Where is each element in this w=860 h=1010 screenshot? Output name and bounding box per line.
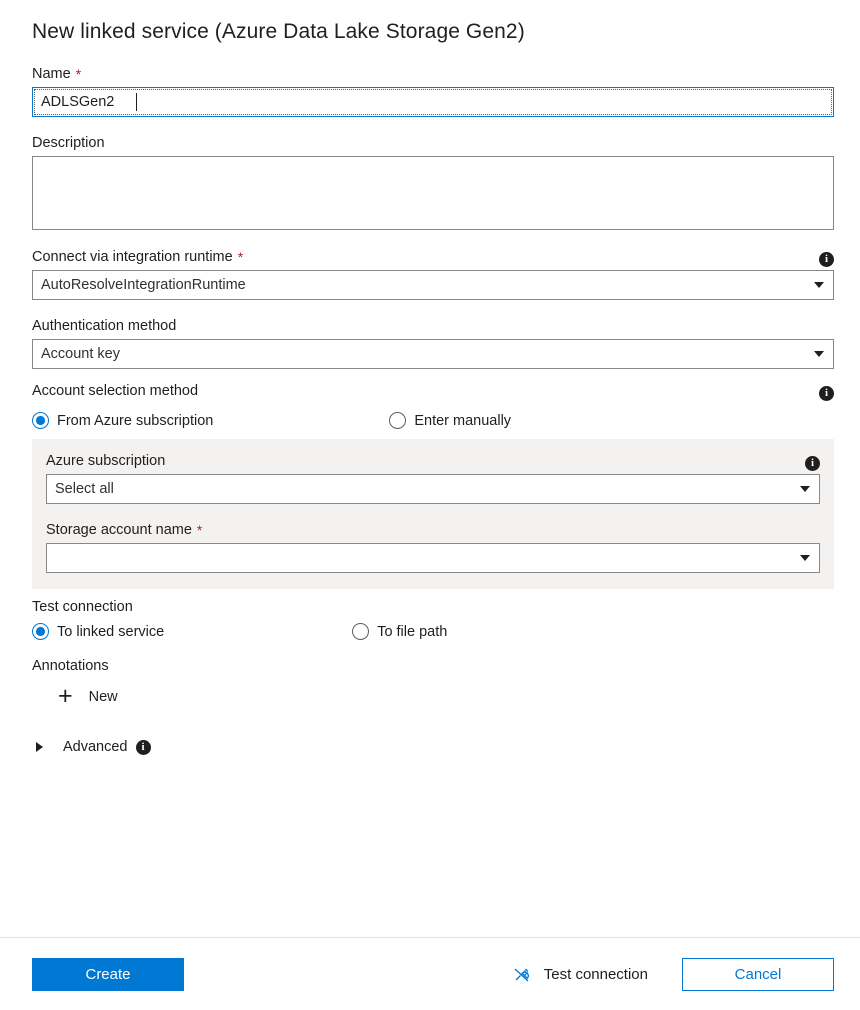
radio-option-from-azure-subscription[interactable] — [32, 412, 213, 429]
azure-subscription-label — [46, 453, 165, 469]
name-label-text: Name — [32, 66, 71, 82]
plug-icon — [512, 964, 532, 984]
add-annotation-button[interactable] — [58, 684, 834, 709]
chevron-down-icon — [814, 351, 824, 357]
name-input-wrapper — [32, 87, 834, 117]
test-connection-label-text: Test connection — [32, 599, 133, 615]
azure-subscription-label-row — [46, 453, 820, 474]
integration-runtime-required-asterisk: * — [237, 249, 244, 265]
account-selection-method-label — [32, 383, 198, 399]
radio-indicator[interactable] — [32, 412, 49, 429]
advanced-label: Advanced — [63, 739, 128, 755]
description-label — [32, 135, 834, 151]
triangle-right-icon — [36, 742, 43, 752]
advanced-section-toggle[interactable] — [32, 739, 834, 755]
test-connection-label: Test connection — [543, 965, 648, 983]
name-input[interactable] — [32, 87, 834, 117]
azure-subscription-label-text: Azure subscription — [46, 453, 166, 469]
create-button[interactable]: Create — [32, 958, 184, 991]
radio-label: Enter manually — [414, 412, 512, 429]
radio-indicator[interactable] — [32, 623, 49, 640]
info-icon[interactable]: i — [136, 740, 151, 755]
radio-label: To file path — [377, 623, 448, 640]
name-required-asterisk: * — [75, 66, 82, 82]
account-selection-method-label-text: Account selection method — [32, 383, 199, 399]
radio-option-to-linked-service[interactable] — [32, 623, 164, 640]
add-annotation-label: New — [88, 688, 118, 705]
storage-account-name-label — [46, 522, 820, 538]
azure-subscription-select[interactable] — [46, 474, 820, 504]
radio-label: From Azure subscription — [57, 412, 214, 429]
chevron-down-icon — [800, 486, 810, 492]
authentication-method-select[interactable] — [32, 339, 834, 369]
storage-account-name-required-asterisk: * — [196, 522, 203, 538]
test-connection-label — [32, 599, 834, 615]
integration-runtime-select[interactable] — [32, 270, 834, 300]
storage-account-name-select[interactable] — [46, 543, 820, 573]
azure-subscription-value: Select all — [55, 481, 114, 497]
chevron-down-icon — [814, 282, 824, 288]
info-icon[interactable]: i — [805, 456, 820, 471]
account-selection-method-radio-group — [32, 412, 834, 429]
radio-indicator[interactable] — [389, 412, 406, 429]
description-label-text: Description — [32, 135, 105, 151]
integration-runtime-label-text: Connect via integration runtime — [32, 249, 233, 265]
storage-account-name-label-text: Storage account name — [46, 522, 192, 538]
info-icon[interactable]: i — [819, 386, 834, 401]
authentication-method-label-text: Authentication method — [32, 318, 177, 334]
page-title: New linked service (Azure Data Lake Storage Gen2) — [32, 20, 525, 43]
radio-option-to-file-path[interactable] — [352, 623, 447, 640]
authentication-method-label — [32, 318, 834, 334]
text-caret — [136, 93, 137, 111]
annotations-label: Annotations — [32, 658, 109, 674]
radio-label: To linked service — [57, 623, 165, 640]
azure-subscription-panel — [32, 439, 834, 589]
chevron-down-icon — [800, 555, 810, 561]
dialog-footer — [0, 938, 860, 1010]
plus-icon: + — [58, 682, 73, 710]
info-icon[interactable]: i — [819, 252, 834, 267]
integration-runtime-label — [32, 249, 243, 265]
authentication-method-value: Account key — [41, 346, 120, 362]
account-selection-method-label-row — [32, 383, 834, 404]
integration-runtime-label-row — [32, 249, 834, 270]
description-textarea[interactable] — [32, 156, 834, 230]
radio-indicator[interactable] — [352, 623, 369, 640]
radio-option-enter-manually[interactable] — [389, 412, 511, 429]
cancel-button[interactable]: Cancel — [682, 958, 834, 991]
integration-runtime-value: AutoResolveIntegrationRuntime — [41, 277, 246, 293]
test-connection-button[interactable] — [512, 964, 648, 984]
test-connection-radio-group — [32, 623, 834, 640]
name-label — [32, 66, 834, 82]
